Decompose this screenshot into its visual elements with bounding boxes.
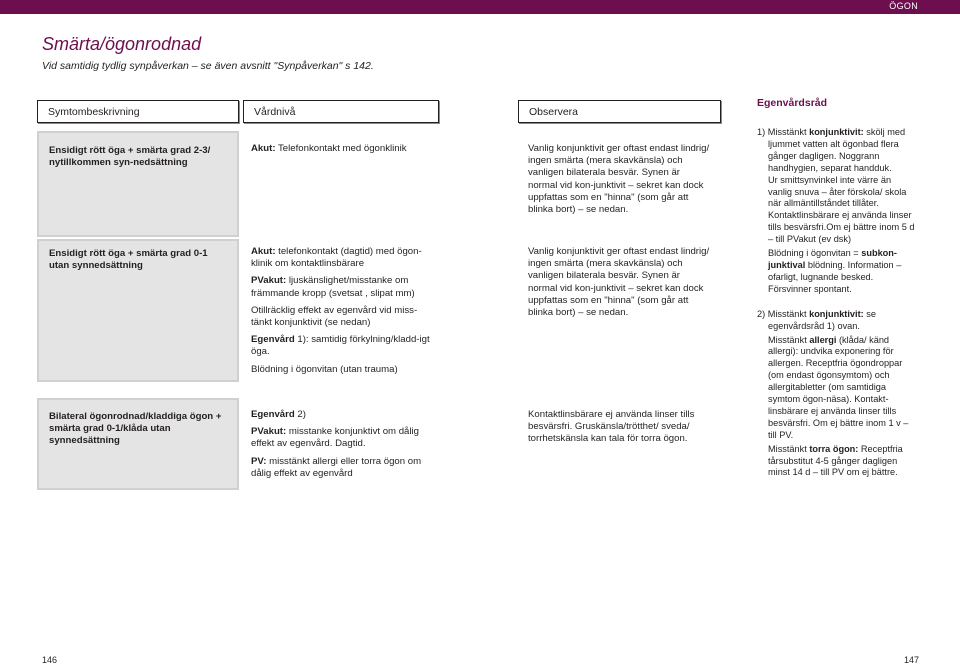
advice-2-dry-eyes: Misstänkt torra ögon: Receptfria tårsubstitut 4-5 gånger dagligen minst 14 d – till PV om ej bättre. xyxy=(768,443,903,478)
care-text: telefonkontakt (dagtid) med ögon-klinik om kontaktlinsbärare xyxy=(251,246,422,270)
column-header-care-level: Vårdnivå xyxy=(243,100,439,123)
care-text: misstanke konjunktivt om dålig effekt av egenvård. Dagtid. xyxy=(251,426,419,450)
care-label: PVakut: xyxy=(251,275,287,287)
care-cell-3 xyxy=(243,398,439,490)
care-label: Akut: xyxy=(251,143,276,154)
care-text: ljuskänslighet/misstanke om främmande kropp (svetsat , slipat mm) xyxy=(251,275,415,299)
page-number-left: 146 xyxy=(42,655,58,665)
symptom-cell-1: Ensidigt rött öga + smärta grad 2-3/ nytillkommen syn-nedsättning xyxy=(37,131,239,237)
symptom-cell-2: Ensidigt rött öga + smärta grad 0-1 utan synnedsättning xyxy=(37,239,239,382)
section-label: ÖGON xyxy=(889,1,918,11)
advice-1-contagion: Ur smittsynvinkel inte värre än vanlig snuva – åter förskola/ skola när allmäntillståndet tillåter. xyxy=(768,174,907,209)
care-label: PVakut: xyxy=(251,426,287,438)
care-text: Telefonkontakt med ögonklinik xyxy=(275,143,407,154)
symptom-cell-3: Bilateral ögonrodnad/kladdiga ögon + smärta grad 0-1/klåda utan synnedsättning xyxy=(37,398,239,490)
column-header-symptom: Symtombeskrivning xyxy=(37,100,239,123)
advice-2: 2) Misstänkt konjunktivit: se egenvårdsråd 1) ovan. xyxy=(757,308,876,331)
page-subtitle: Vid samtidig tydlig synpåverkan – se även avsnitt "Synpåverkan" s 142. xyxy=(42,60,374,72)
care-label: Egenvård xyxy=(251,334,295,346)
advice-1-bleeding: Blödning i ögonvitan = subkon-junktival blödning. Information – ofarligt, lugnande besked. Försvinner spontant. xyxy=(768,248,902,294)
care-label: Akut: xyxy=(251,246,276,257)
column-header-observe: Observera xyxy=(518,100,721,123)
care-text: Otillräcklig effekt av egenvård vid miss-tänkt konjunktivit (se nedan) xyxy=(251,304,418,329)
advice-1-lenses: Kontaktlinsbärare ej använda linser tills besvärsfri.Om ej bättre inom 5 d – till PVakut (ev dsk) xyxy=(768,210,915,245)
care-label: PV: xyxy=(251,455,267,467)
care-label: Egenvård xyxy=(251,409,295,420)
column-header-self-care: Egenvårdsråd xyxy=(757,97,828,109)
care-cell-1 xyxy=(243,131,439,237)
page-number-right: 147 xyxy=(904,655,920,665)
advice-2-allergy: Misstänkt allergi (klåda/ känd allergi): undvika exponering för allergen. Receptfria ögondroppar (om endast ögonsymtom) och allergitabletter (om samtidiga symtom ögon-näsa). Kontakt-linsbärare ej använda linser tills besvärsfri. Om ej bättre inom 1 v – till PV. xyxy=(768,334,909,440)
page-title: Smärta/ögonrodnad xyxy=(42,34,202,54)
care-text: 2) xyxy=(294,409,306,420)
observe-cell-2: Vanlig konjunktivit ger oftast endast lindrig/ ingen smärta (mera skavkänsla) och vanligen bilaterala besvär. Synen är normal vid kon-junktivit – sekret kan dock uppfattas som en "hinna" (som går att blinka bort) – se nedan. xyxy=(518,239,721,382)
observe-cell-1: Vanlig konjunktivit ger oftast endast lindrig/ ingen smärta (mera skavkänsla) och vanligen bilaterala besvär. Synen är normal vid kon-junktivit – sekret kan dock uppfattas som en "hinna" (som går att blinka bort) – se nedan. xyxy=(518,131,721,237)
care-text: 1): samtidig förkylning/kladd-igt öga. xyxy=(251,334,430,358)
care-cell-2 xyxy=(243,239,439,382)
observe-cell-3: Kontaktlinsbärare ej använda linser tills besvärsfri. Gruskänsla/trötthet/ sveda/ torrhetskänsla kan tala för torra ögon. xyxy=(518,398,721,490)
self-care-advice xyxy=(757,127,917,479)
care-text: misstänkt allergi eller torra ögon om dålig effekt av egenvård xyxy=(251,455,422,479)
care-text: Blödning i ögonvitan (utan trauma) xyxy=(251,363,398,375)
section-bar xyxy=(0,0,960,14)
advice-1: 1) Misstänkt konjunktivit: skölj med ljummet vatten alt ögonbad flera gånger dagligen. Noggrann handhygien, separat handduk. xyxy=(757,127,906,173)
